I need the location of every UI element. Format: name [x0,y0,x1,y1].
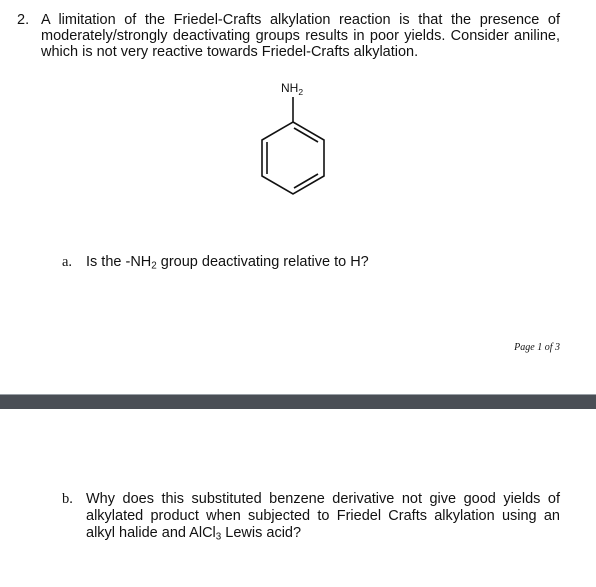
question-text: A limitation of the Friedel-Crafts alkylation reaction is that the presence of moderately/strongly deactivating groups results in poor yields. Consider aniline, which is not very reactive towards Friedel-Crafts alkylation. [41,12,560,60]
question-number: 2. [17,12,30,28]
part-b-question: Why does this substituted benzene derivative not give good yields of alkylated product when subjected to Friedel Crafts alkylation using an alkyl halide and AlCl$_3$ Lewis acid? [86,491,560,543]
part-a-label: a. [62,254,73,270]
aniline-structure [255,76,335,196]
part-b-label: b. [62,491,73,507]
part-a-question: Is the $-NH_2$ group deactivating relative to H? [86,254,369,272]
page-number: Page 1 of 3 [514,342,560,353]
benzene-ring [262,122,324,194]
page-separator [0,394,596,409]
amine-label: $NH_2$ [281,81,304,97]
